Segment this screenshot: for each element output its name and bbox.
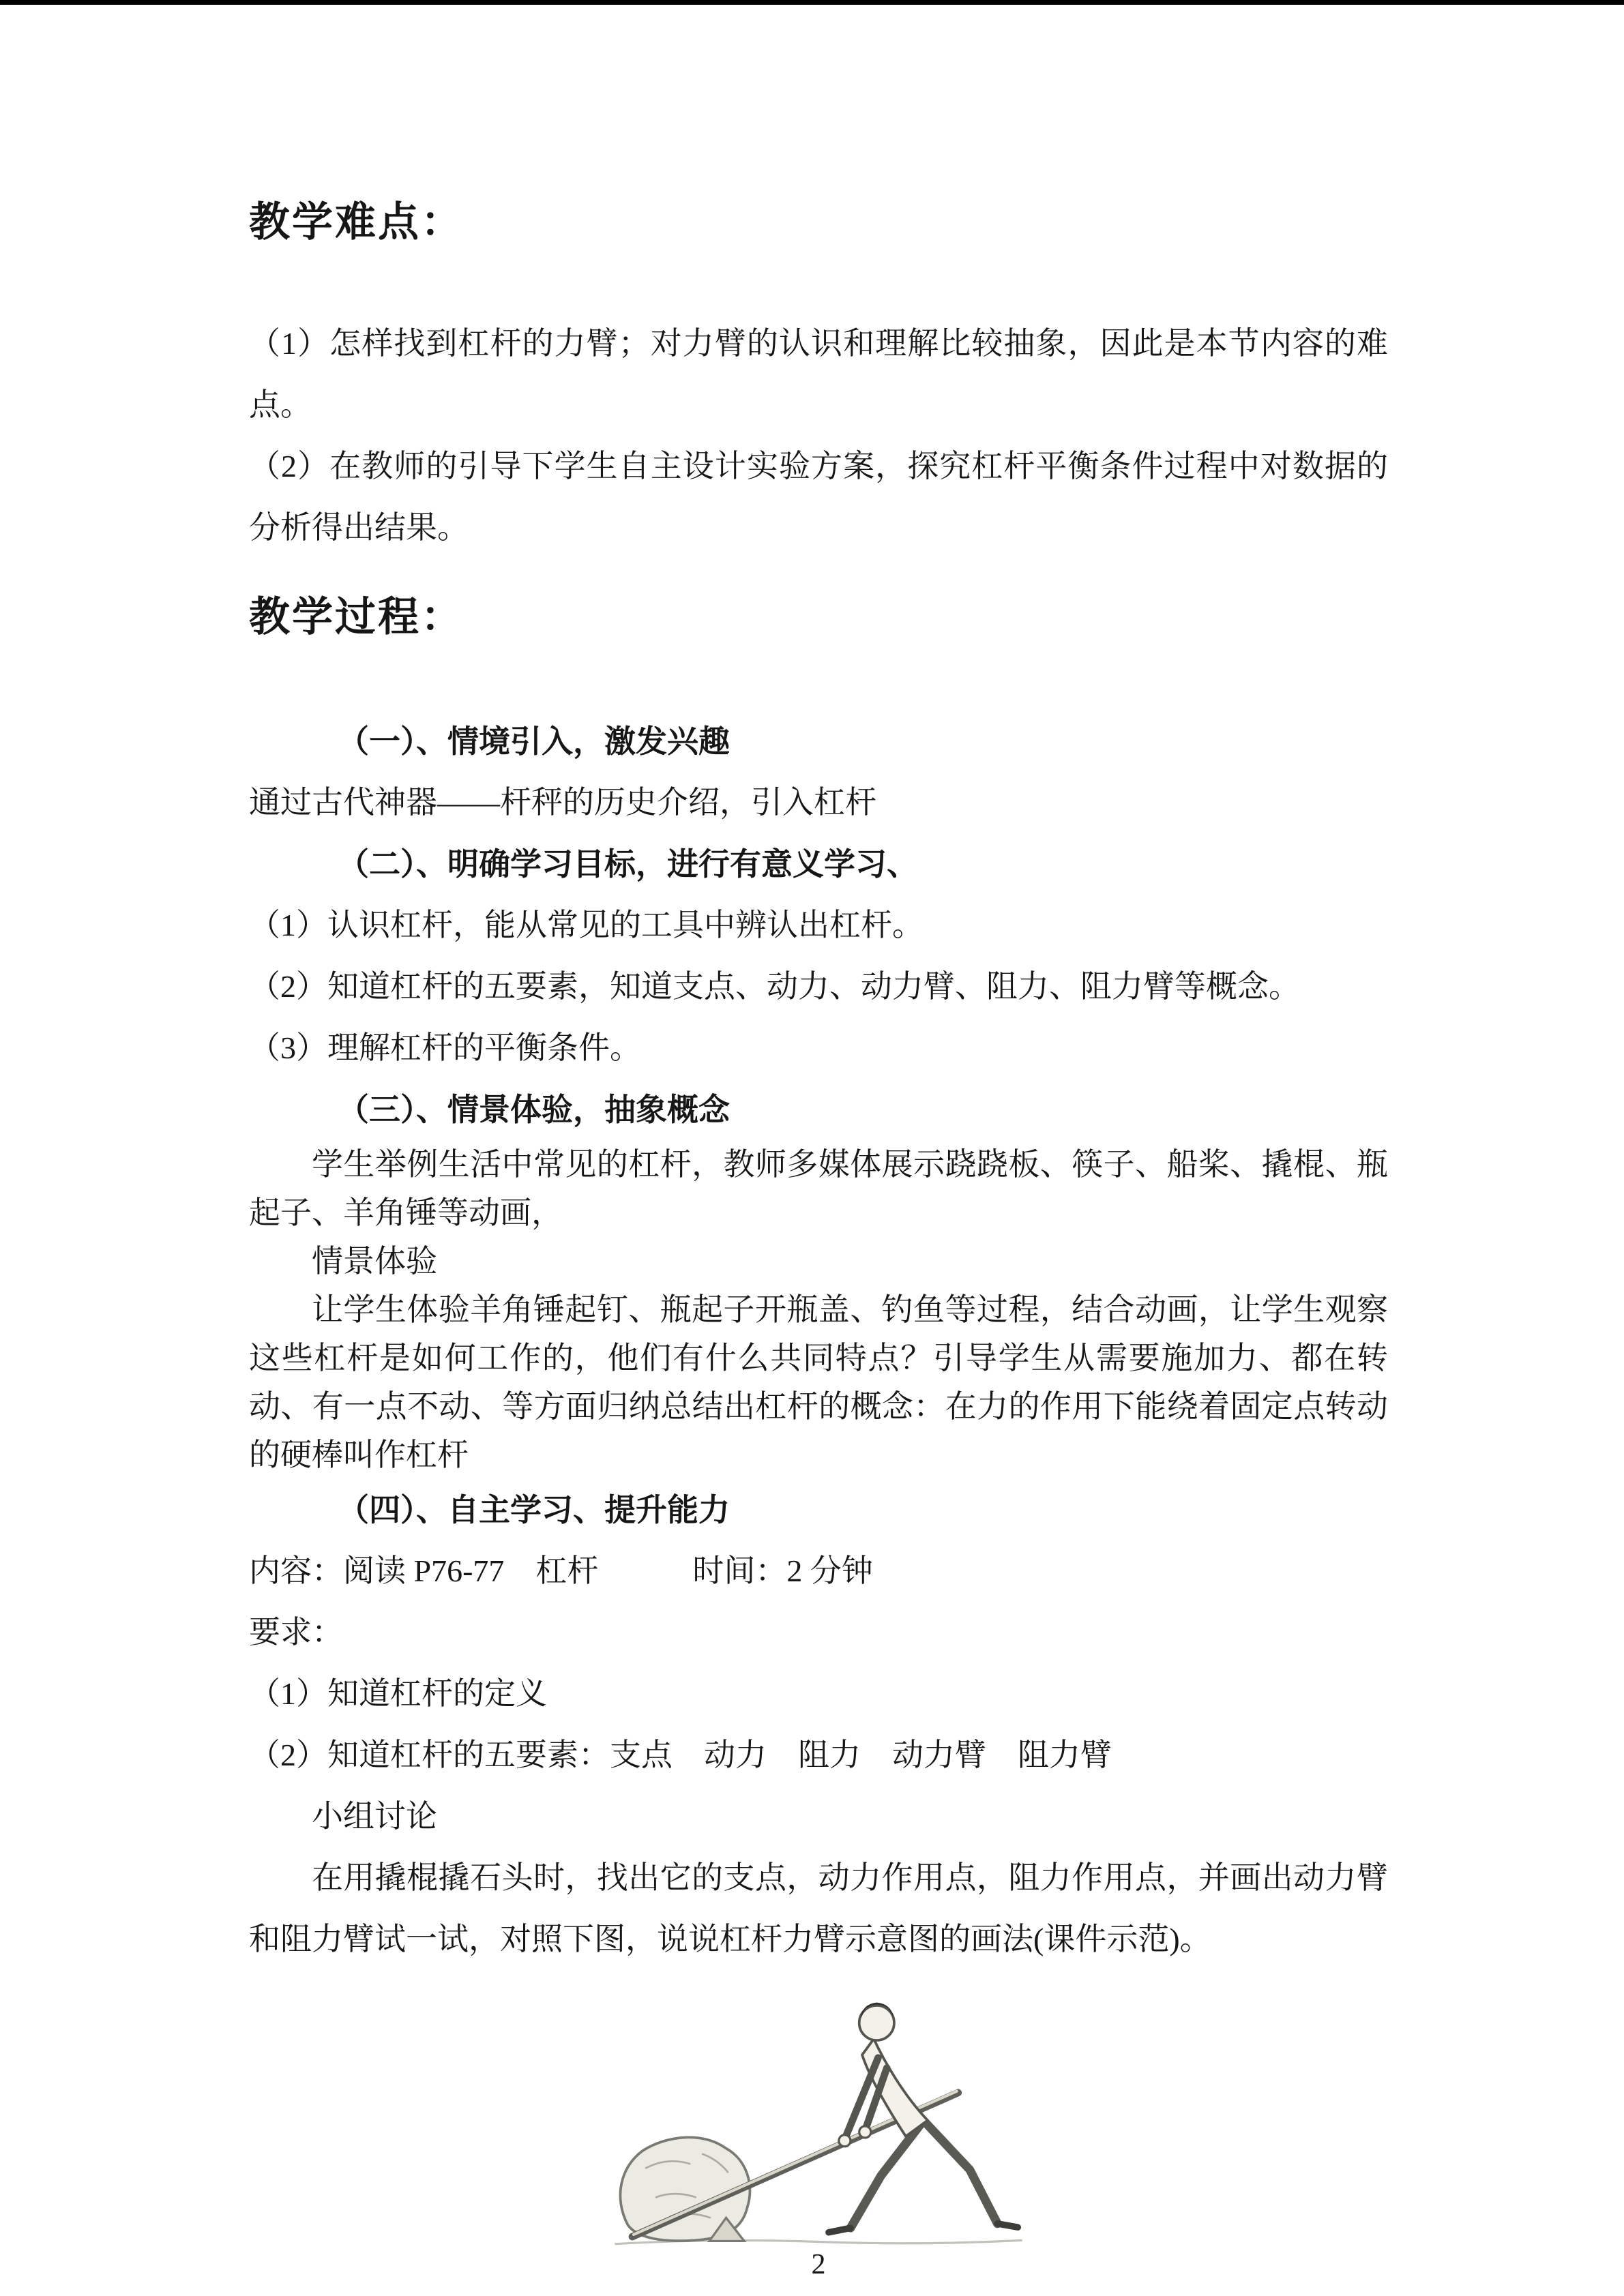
section-3-line-experience: 情景体验 (312, 1244, 437, 1279)
section-1-body: 通过古代神器——杆秤的历史介绍，引入杠杆 (249, 785, 876, 820)
scan-edge-artifact (0, 0, 1624, 5)
difficulty-item-1: （1）怎样找到杠杆的力臂；对力臂的认识和理解比较抽象，因此是本节内容的难点。 (249, 326, 1388, 422)
heading-teaching-difficulties: 教学难点： (249, 199, 464, 245)
page-number: 2 (811, 2249, 826, 2281)
section-4-title: （四）、自主学习、提升能力 (338, 1492, 730, 1527)
section-4-content-line: 内容：阅读 P76-77 杠杆 时间：2 分钟 (249, 1553, 873, 1588)
section-2-item-3: （3）理解杠杆的平衡条件。 (249, 1030, 641, 1065)
lever-prying-rock-illustration (600, 1985, 1037, 2261)
section-4-item-2: （2）知道杠杆的五要素：支点 动力 阻力 动力臂 阻力臂 (249, 1738, 1112, 1772)
section-4-paragraph: 在用撬棍撬石头时，找出它的支点，动力作用点，阻力作用点，并画出动力臂和阻力臂试一试，对照下图，说说杠杆力臂示意图的画法(课件示范)。 (249, 1860, 1388, 1956)
section-2-item-2: （2）知道杠杆的五要素，知道支点、动力、动力臂、阻力、阻力臂等概念。 (249, 969, 1300, 1004)
section-4-discussion-line: 小组讨论 (312, 1799, 437, 1834)
section-2-title: （二）、明确学习目标，进行有意义学习、 (338, 846, 918, 882)
section-3-paragraph-1: 学生举例生活中常见的杠杆，教师多媒体展示跷跷板、筷子、船桨、撬棍、瓶起子、羊角锤等动画， (249, 1147, 1388, 1230)
section-3-title: （三）、情景体验，抽象概念 (338, 1092, 730, 1127)
section-1-title: （一）、情境引入，激发兴趣 (338, 724, 730, 759)
section-4-require-line: 要求： (249, 1615, 343, 1650)
section-2-item-1: （1）认识杠杆，能从常见的工具中辨认出杠杆。 (249, 908, 924, 942)
heading-teaching-process: 教学过程： (249, 594, 464, 640)
section-3-paragraph-2: 让学生体验羊角锤起钉、瓶起子开瓶盖、钓鱼等过程，结合动画，让学生观察这些杠杆是如何工作的，他们有什么共同特点？引导学生从需要施加力、都在转动、有一点不动、等方面归纳总结出杠杆的概念：在力的作用下能绕着固定点转动的硬棒叫作杠杆 (249, 1292, 1388, 1472)
difficulty-item-2: （2）在教师的引导下学生自主设计实验方案，探究杠杆平衡条件过程中对数据的分析得出结果。 (249, 449, 1388, 545)
lever-illustration-svg (600, 1985, 1037, 2261)
section-4-item-1: （1）知道杠杆的定义 (249, 1676, 547, 1711)
